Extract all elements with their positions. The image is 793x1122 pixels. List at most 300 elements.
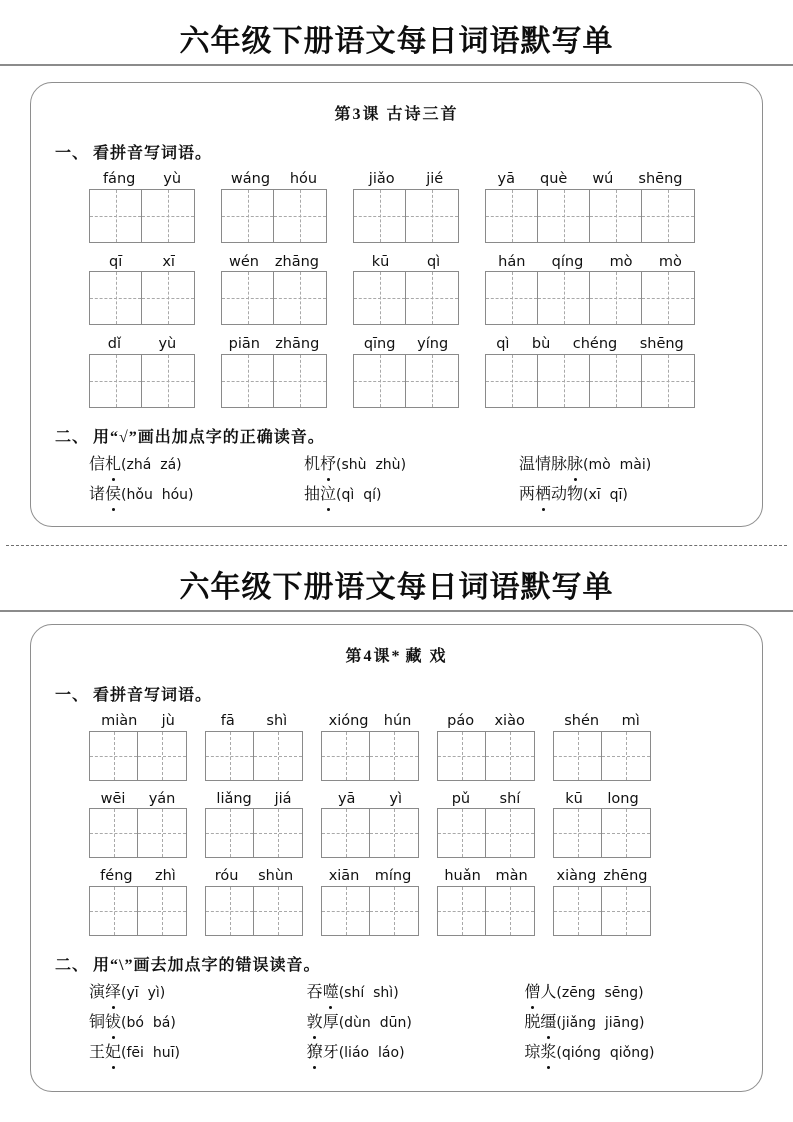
dotted-character: 僧 (524, 981, 540, 1005)
pinyin-syllable: hóu (289, 171, 318, 187)
pinyin-syllable: wú (592, 171, 614, 187)
tianzige-cell[interactable] (90, 732, 138, 780)
choice-word-prefix: 两 (519, 486, 536, 504)
paren-close: ) (406, 1015, 412, 1032)
tianzige-cell[interactable] (642, 355, 694, 407)
option-spacer (144, 1015, 153, 1031)
pinyin-label (89, 254, 195, 271)
option-spacer (596, 1015, 605, 1031)
tianzige-cell[interactable] (354, 190, 406, 242)
pronunciation-option[interactable]: láo (378, 1045, 400, 1062)
section2-heading-1 (55, 424, 762, 447)
pronunciation-option[interactable]: hóu (161, 487, 189, 504)
section1-number-1: 一、 (55, 145, 90, 162)
tianzige-cell[interactable] (602, 732, 650, 780)
choice-row (89, 1041, 742, 1065)
pinyin-syllable: yù (158, 336, 177, 353)
pinyin-label (89, 868, 187, 885)
dotted-character: 噬 (323, 981, 339, 1005)
paren-open: ( (556, 1045, 562, 1062)
word-group (437, 713, 535, 781)
choice-item[interactable] (89, 1041, 307, 1065)
tianzige-cell[interactable] (90, 355, 142, 407)
pinyin-syllable: hán (498, 253, 526, 270)
tianzige-cell[interactable] (590, 355, 642, 407)
choice-word-prefix: 机 (304, 456, 321, 474)
tianzige-cell[interactable] (142, 190, 194, 242)
pinyin-syllable: jiǎo (368, 171, 395, 187)
pronunciation-option[interactable]: bó (126, 1015, 144, 1032)
tianzige-cell[interactable] (642, 190, 694, 242)
tianzige-box-group[interactable] (221, 354, 327, 408)
tianzige-box-group[interactable] (353, 271, 459, 325)
pinyin-grid-row (89, 713, 736, 781)
pinyin-label (353, 336, 459, 353)
pronunciation-option[interactable]: bá (152, 1015, 171, 1032)
choice-item[interactable] (89, 453, 304, 477)
tianzige-cell[interactable] (370, 887, 418, 935)
word-group (221, 254, 327, 326)
tianzige-cell[interactable] (254, 887, 302, 935)
option-spacer (364, 985, 373, 1001)
tianzige-box-group[interactable] (89, 886, 187, 936)
choice-item[interactable] (89, 483, 304, 507)
word-group (205, 791, 303, 859)
lesson-heading-2 (31, 643, 762, 666)
pinyin-syllable: shí (499, 790, 521, 807)
choice-word-prefix: 信 (89, 456, 106, 474)
tianzige-box-group[interactable] (89, 354, 195, 408)
tianzige-cell[interactable] (138, 809, 186, 857)
tianzige-cell[interactable] (90, 809, 138, 857)
pinyin-label (353, 254, 459, 271)
tianzige-cell[interactable] (354, 272, 406, 324)
tianzige-box-group[interactable] (437, 808, 535, 858)
tianzige-cell[interactable] (90, 190, 142, 242)
choice-row (89, 483, 742, 507)
pinyin-label (485, 254, 695, 271)
tianzige-cell[interactable] (142, 355, 194, 407)
choice-word-prefix: 铜 (89, 1014, 106, 1032)
pinyin-syllable: què (539, 171, 568, 187)
paren-close: ) (174, 1045, 180, 1062)
dotted-character: 侯 (105, 483, 121, 507)
option-spacer (371, 1015, 380, 1031)
choice-item[interactable] (524, 981, 742, 1005)
tianzige-box-group[interactable] (437, 731, 535, 781)
tianzige-box-group[interactable] (485, 189, 695, 243)
tianzige-cell[interactable] (90, 887, 138, 935)
choice-word-prefix: 吞 (306, 984, 323, 1002)
tianzige-cell[interactable] (486, 809, 534, 857)
word-group (321, 791, 419, 859)
word-group (221, 336, 327, 408)
pronunciation-option[interactable]: xī (588, 487, 601, 504)
tianzige-cell[interactable] (590, 190, 642, 242)
choice-word-prefix: 王 (89, 1044, 106, 1062)
paren-open: ( (336, 487, 342, 504)
paren-close: ) (645, 457, 652, 474)
pinyin-syllable: shén (564, 713, 600, 729)
pronunciation-option[interactable]: yì (147, 985, 160, 1002)
pronunciation-option[interactable]: shí (344, 985, 365, 1002)
choice-item[interactable] (524, 1011, 742, 1035)
pinyin-syllable: míng (374, 868, 412, 885)
tianzige-cell[interactable] (138, 732, 186, 780)
pronunciation-option[interactable]: jiǎng (561, 1015, 596, 1032)
tianzige-box-group[interactable] (353, 354, 459, 408)
lesson-title-2: 藏 戏 (405, 648, 448, 665)
pronunciation-option[interactable]: qiǒng (609, 1045, 649, 1062)
tianzige-box-group[interactable] (553, 808, 651, 858)
tianzige-box-group[interactable] (221, 271, 327, 325)
pinyin-label (221, 254, 327, 271)
pinyin-syllable: miàn (101, 713, 138, 729)
lesson-star-2: * (391, 648, 400, 665)
pinyin-label (321, 868, 419, 885)
tianzige-box-group[interactable] (485, 271, 695, 325)
section2-text-2: 用“\”画去加点字的错误读音。 (93, 957, 321, 975)
pinyin-syllable: yā (497, 171, 515, 187)
paren-close: ) (188, 487, 194, 504)
pinyin-syllable: wén (228, 253, 259, 270)
tianzige-cell[interactable] (90, 272, 142, 324)
tianzige-cell[interactable] (538, 272, 590, 324)
pronunciation-option[interactable]: sēng (604, 985, 639, 1002)
pinyin-label (205, 791, 303, 808)
choice-item[interactable] (89, 1011, 307, 1035)
tianzige-cell[interactable] (642, 272, 694, 324)
pinyin-syllable: mò (658, 253, 682, 270)
pinyin-label (89, 171, 195, 188)
dotted-character: 栖 (535, 483, 551, 507)
tianzige-cell[interactable] (486, 355, 538, 407)
tianzige-cell[interactable] (254, 809, 302, 857)
paren-close: ) (393, 985, 399, 1002)
tianzige-box-group[interactable] (89, 271, 195, 325)
word-group (321, 868, 419, 936)
lesson-heading-1 (31, 101, 762, 124)
tianzige-box-group[interactable] (485, 354, 695, 408)
choice-word-prefix: 诸 (89, 486, 106, 504)
tianzige-cell[interactable] (486, 887, 534, 935)
sheet-title-1: 六年级下册语文每日词语默写单 (179, 25, 614, 58)
paren-open: ( (121, 1045, 127, 1062)
pinyin-syllable: mì (621, 713, 640, 729)
tianzige-cell[interactable] (274, 272, 326, 324)
tianzige-cell[interactable] (370, 809, 418, 857)
pinyin-syllable: liǎng (216, 790, 252, 807)
pinyin-syllable: shì (266, 713, 288, 729)
pronunciation-option[interactable]: jiāng (604, 1015, 639, 1032)
tianzige-box-group[interactable] (321, 731, 419, 781)
option-spacer (369, 1045, 378, 1061)
word-group (205, 868, 303, 936)
pinyin-syllable: róu (214, 868, 239, 885)
tianzige-cell[interactable] (406, 355, 458, 407)
choice-item[interactable] (519, 483, 734, 507)
option-spacer (144, 1045, 153, 1061)
paren-close: ) (375, 487, 382, 504)
pinyin-label (553, 713, 651, 730)
title-divider-1 (0, 64, 793, 66)
tianzige-cell[interactable] (438, 732, 486, 780)
pinyin-label (353, 171, 459, 188)
tianzige-cell[interactable] (206, 809, 254, 857)
section1-text-1: 看拼音写词语。 (93, 145, 213, 162)
pinyin-label (205, 713, 303, 730)
pronunciation-option[interactable]: mài (619, 457, 646, 474)
pinyin-syllable: kū (565, 790, 583, 807)
paren-open: ( (121, 487, 127, 504)
pronunciation-option[interactable]: shù (341, 457, 367, 474)
paren-open: ( (121, 985, 127, 1002)
pronunciation-option[interactable]: hǒu (126, 487, 153, 504)
tianzige-box-group[interactable] (553, 886, 651, 936)
section2-number-2: 二、 (55, 957, 90, 975)
tianzige-cell[interactable] (274, 190, 326, 242)
pronunciation-option[interactable]: mò (588, 457, 611, 474)
tianzige-box-group[interactable] (321, 886, 419, 936)
tianzige-cell[interactable] (274, 355, 326, 407)
section2-heading-2 (55, 952, 762, 975)
pronunciation-option[interactable]: huī (152, 1045, 175, 1062)
word-group (485, 171, 695, 243)
paren-open: ( (556, 985, 562, 1002)
choice-item[interactable] (524, 1041, 742, 1065)
pronunciation-option[interactable]: qī (609, 487, 623, 504)
pinyin-label (89, 713, 187, 730)
pinyin-syllable: yā (337, 790, 356, 807)
tianzige-cell[interactable] (254, 732, 302, 780)
paren-close: ) (639, 1015, 645, 1032)
pinyin-syllable: jié (426, 171, 444, 187)
tianzige-cell[interactable] (486, 272, 538, 324)
pinyin-syllable: shùn (258, 868, 294, 885)
paren-close: ) (622, 487, 628, 504)
pinyin-syllable: màn (495, 868, 528, 885)
pinyin-grid-row (89, 254, 736, 326)
pronunciation-option[interactable]: qióng (561, 1045, 601, 1062)
tianzige-cell[interactable] (322, 809, 370, 857)
tianzige-cell[interactable] (438, 887, 486, 935)
tianzige-cell[interactable] (602, 887, 650, 935)
tianzige-box-group[interactable] (205, 731, 303, 781)
section2-text-1: 用“√”画出加点字的正确读音。 (93, 429, 325, 447)
worksheet-page-1 (0, 0, 793, 545)
tianzige-cell[interactable] (322, 732, 370, 780)
pinyin-label (89, 791, 187, 808)
tianzige-box-group[interactable] (553, 731, 651, 781)
pinyin-syllable: jiá (274, 790, 292, 807)
word-group (89, 336, 195, 408)
paren-close: ) (176, 457, 182, 474)
pinyin-syllable: xióng (328, 713, 369, 729)
pinyin-grid-rows-1 (31, 171, 762, 408)
paren-close: ) (400, 457, 407, 474)
tianzige-box-group[interactable] (437, 886, 535, 936)
tianzige-box-group[interactable] (89, 808, 187, 858)
pinyin-label (485, 171, 695, 188)
tianzige-cell[interactable] (322, 887, 370, 935)
tianzige-cell[interactable] (138, 887, 186, 935)
choice-item[interactable] (304, 483, 519, 507)
pinyin-syllable: xiào (494, 713, 525, 729)
tianzige-cell[interactable] (554, 809, 602, 857)
tianzige-cell[interactable] (222, 190, 274, 242)
tianzige-cell[interactable] (370, 732, 418, 780)
choice-row (89, 453, 742, 477)
pronunciation-option[interactable]: qì (341, 487, 355, 504)
pinyin-syllable: xiān (328, 868, 360, 885)
pinyin-syllable: wēi (100, 790, 126, 807)
pinyin-syllable: xī (162, 253, 175, 270)
word-group (221, 171, 327, 243)
word-group (553, 713, 651, 781)
word-group (553, 868, 651, 936)
pronunciation-option[interactable]: zhá (126, 457, 152, 474)
tianzige-cell[interactable] (222, 355, 274, 407)
tianzige-cell[interactable] (486, 190, 538, 242)
pronunciation-option[interactable]: dūn (379, 1015, 407, 1032)
paren-close: ) (399, 1045, 405, 1062)
paren-close: ) (648, 1045, 655, 1062)
section1-text-2: 看拼音写词语。 (93, 687, 213, 704)
choice-item[interactable] (519, 453, 734, 477)
pinyin-syllable: yán (148, 790, 176, 807)
tianzige-cell[interactable] (206, 887, 254, 935)
paren-open: ( (583, 487, 589, 504)
pinyin-syllable: chéng (572, 336, 618, 353)
pinyin-label (437, 791, 535, 808)
pinyin-label (221, 336, 327, 353)
pinyin-label (321, 713, 419, 730)
paren-open: ( (336, 457, 342, 474)
pinyin-syllable: zhēng (603, 868, 648, 885)
paren-close: ) (638, 985, 644, 1002)
dotted-character: 泣 (320, 483, 336, 507)
choice-item[interactable] (304, 453, 519, 477)
tianzige-box-group[interactable] (205, 886, 303, 936)
choice-list-2 (31, 981, 762, 1065)
section1-heading-1 (55, 140, 762, 163)
pinyin-label (553, 791, 651, 808)
paren-open: ( (121, 457, 127, 474)
tianzige-cell[interactable] (486, 732, 534, 780)
word-group (437, 791, 535, 859)
worksheet-page-2 (0, 546, 793, 1106)
tianzige-cell[interactable] (142, 272, 194, 324)
choice-item[interactable] (89, 981, 307, 1005)
option-spacer (354, 487, 363, 503)
choice-row (89, 1011, 742, 1035)
pinyin-syllable: mò (609, 253, 633, 270)
choice-word-prefix: 脱 (524, 1014, 541, 1032)
tianzige-cell[interactable] (222, 272, 274, 324)
tianzige-cell[interactable] (538, 190, 590, 242)
pinyin-syllable: qíng (551, 253, 584, 270)
pronunciation-option[interactable]: dùn (344, 1015, 371, 1032)
tianzige-box-group[interactable] (89, 731, 187, 781)
paren-open: ( (583, 457, 589, 474)
pronunciation-option[interactable]: yī (126, 985, 139, 1002)
pronunciation-option[interactable]: zá (160, 457, 177, 474)
pinyin-syllable: qì (426, 253, 441, 270)
choice-word-suffix: 动物 (551, 486, 584, 504)
dotted-character: 獠 (307, 1041, 323, 1065)
pronunciation-option[interactable]: qí (363, 487, 376, 504)
pinyin-syllable: bù (531, 336, 551, 353)
choice-row (89, 981, 742, 1005)
choice-list-1 (31, 453, 762, 507)
dotted-character: 脉 (567, 453, 583, 477)
pinyin-grid-rows-2 (31, 713, 762, 936)
paren-open: ( (121, 1015, 127, 1032)
pinyin-syllable: yì (389, 790, 403, 807)
pronunciation-option[interactable]: shì (373, 985, 394, 1002)
choice-item[interactable] (307, 981, 525, 1005)
pronunciation-option[interactable]: zēng (561, 985, 596, 1002)
section2-number-1: 二、 (55, 429, 90, 447)
pinyin-syllable: jù (161, 713, 175, 729)
tianzige-cell[interactable] (438, 809, 486, 857)
tianzige-cell[interactable] (354, 355, 406, 407)
pinyin-label (89, 336, 195, 353)
tianzige-cell[interactable] (406, 190, 458, 242)
word-group (485, 254, 695, 326)
choice-word-prefix: 抽 (304, 486, 321, 504)
choice-word-suffix: 人 (540, 984, 557, 1002)
pinyin-syllable: páo (447, 713, 475, 729)
pronunciation-option[interactable]: fēi (126, 1045, 144, 1062)
tianzige-cell[interactable] (554, 887, 602, 935)
tianzige-box-group[interactable] (89, 189, 195, 243)
choice-item[interactable] (307, 1041, 525, 1065)
dotted-character: 缰 (540, 1011, 556, 1035)
option-spacer (601, 487, 610, 503)
word-group (89, 254, 195, 326)
tianzige-box-group[interactable] (205, 808, 303, 858)
tianzige-box-group[interactable] (321, 808, 419, 858)
pinyin-syllable: piān (228, 336, 260, 353)
dotted-character: 札 (105, 453, 121, 477)
pinyin-syllable: shēng (639, 336, 684, 353)
pinyin-syllable: huǎn (444, 868, 481, 885)
word-group (321, 713, 419, 781)
option-spacer (139, 985, 148, 1001)
option-spacer (153, 487, 162, 503)
pronunciation-option[interactable]: zhù (375, 457, 401, 474)
word-group (89, 171, 195, 243)
option-spacer (601, 1045, 610, 1061)
choice-item[interactable] (307, 1011, 525, 1035)
tianzige-cell[interactable] (206, 732, 254, 780)
tianzige-cell[interactable] (538, 355, 590, 407)
tianzige-box-group[interactable] (353, 189, 459, 243)
tianzige-cell[interactable] (406, 272, 458, 324)
pronunciation-option[interactable]: liáo (344, 1045, 370, 1062)
section1-heading-2 (55, 682, 762, 705)
tianzige-cell[interactable] (590, 272, 642, 324)
tianzige-cell[interactable] (602, 809, 650, 857)
tianzige-box-group[interactable] (221, 189, 327, 243)
dotted-character: 妃 (105, 1041, 121, 1065)
word-group (89, 713, 187, 781)
title-divider-2 (0, 610, 793, 612)
dotted-character: 杼 (320, 453, 336, 477)
tianzige-cell[interactable] (554, 732, 602, 780)
pinyin-syllable: yù (163, 171, 182, 187)
